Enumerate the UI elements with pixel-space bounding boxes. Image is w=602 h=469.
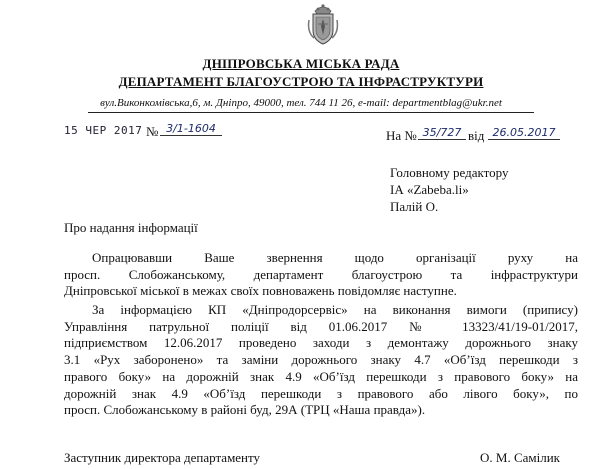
- outgoing-number-label: №: [146, 124, 159, 139]
- org-name-council: ДНІПРОВСЬКА МІСЬКА РАДА: [202, 56, 400, 71]
- paragraph-line: За інформацією КП «Дніпродорсервіс» на виконання вимоги (припису): [92, 302, 578, 317]
- paragraph-line: Управління патрульної поліції від 01.06.2017 № 13323/41/19-01/2017,: [64, 318, 578, 334]
- org-name-department: ДЕПАРТАМЕНТ БЛАГОУСТРОЮ ТА ІНФРАСТРУКТУРИ: [118, 74, 484, 89]
- incoming-date: 26.05.2017: [488, 127, 560, 140]
- paragraph-line: просп. Слобожанському, департамент благоустрою та інфраструктури: [64, 266, 578, 282]
- paragraph-line: Опрацювавши Ваше звернення щодо організації руху на: [92, 250, 578, 265]
- addressee-position: Головному редактору: [390, 165, 509, 180]
- signatory-position: Заступник директора департаменту: [64, 450, 261, 465]
- addressee-name: Палій О.: [390, 199, 439, 214]
- incoming-date-field: [488, 126, 560, 140]
- paragraph-line: просп. Слобожанському в районі буд, 29А (ТРЦ «Наша правда»).: [64, 402, 426, 418]
- addressee-agency: ІА «Zabeba.li»: [390, 182, 469, 197]
- paragraph-line: Дніпровської міської в межах своїх повноважень повідомляє наступне.: [64, 283, 457, 299]
- paragraph-line: 3.1 «Рух заборонено» та заміни дорожнього знаку 4.7 «Об’їзд перешкоди з: [64, 352, 578, 368]
- body-paragraph-1: [64, 250, 578, 300]
- letter-subject: Про надання інформації: [64, 220, 198, 235]
- outgoing-date-stamp: 15 ЧЕР 2017: [64, 124, 143, 137]
- outgoing-number-field: [160, 122, 222, 136]
- body-paragraph-2: [64, 302, 578, 419]
- paragraph-line: правого боку» на дорожній знак 4.9 «Об’їзд перешкоди з правового боку» на: [64, 368, 578, 384]
- header-divider: [88, 112, 534, 113]
- incoming-number-label: На №: [386, 128, 417, 143]
- city-coat-of-arms-icon: [306, 2, 340, 46]
- incoming-number: 35/727: [418, 127, 466, 140]
- paragraph-line: дорожній знак 4.9 «Об’їзд перешкоди з правового або лівого боку», по: [64, 385, 578, 401]
- incoming-number-field: [418, 126, 466, 140]
- contact-line: вул.Виконкомівська,6, м. Дніпро, 49000, тел. 744 11 26, e-mail: departmentblag@ukr.net: [100, 97, 502, 109]
- outgoing-number: 3/1-1604: [160, 123, 222, 136]
- signatory-name: О. М. Самілик: [480, 450, 560, 465]
- paragraph-line: підприємством 12.06.2017 проведено заходи з демонтажу дорожнього знаку: [64, 335, 578, 351]
- incoming-date-label: від: [468, 128, 485, 143]
